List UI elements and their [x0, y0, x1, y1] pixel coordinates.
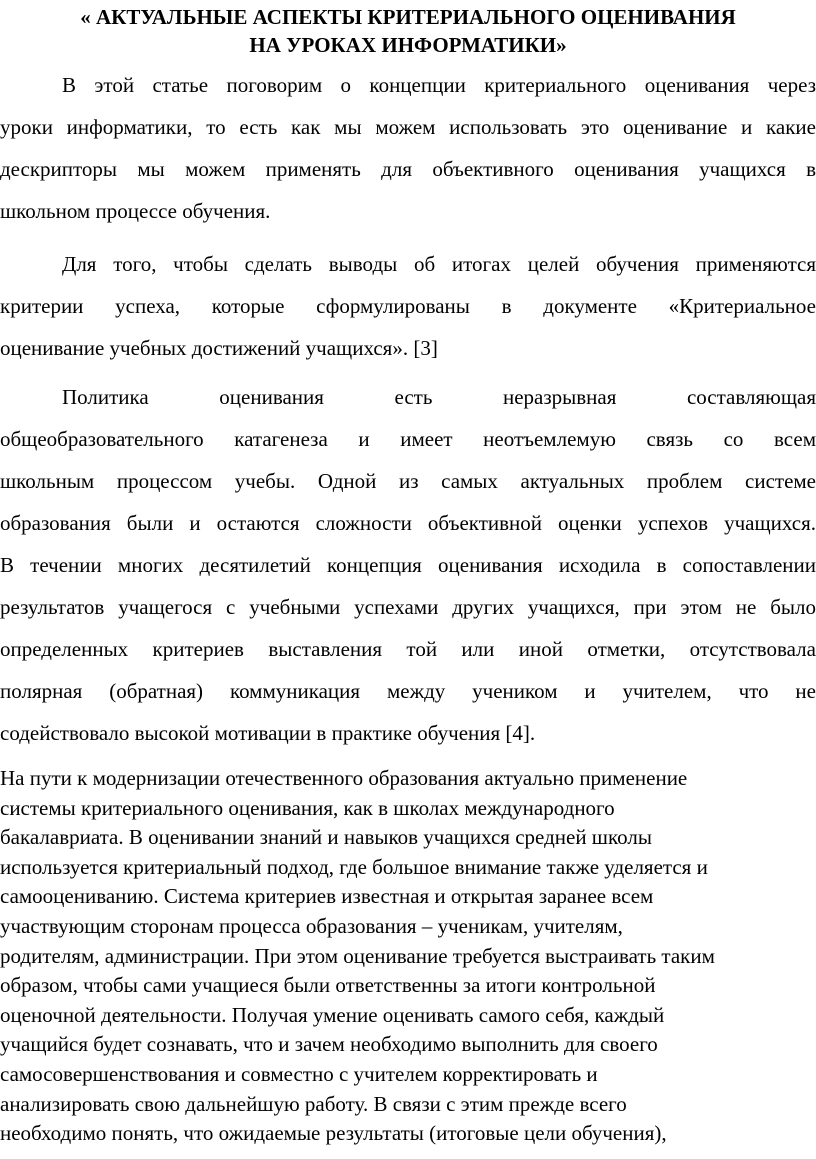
paragraph-line: используется критериальный подход, где большое внимание также уделяется и: [0, 854, 708, 879]
title-line-2: НА УРОКАХ ИНФОРМАТИКИ»: [249, 33, 567, 57]
paragraph-line: Политика оценивания есть неразрывная составляющая: [62, 385, 816, 409]
paragraph-line: системы критериального оценивания, как в школах международного: [0, 795, 615, 820]
paragraph-line: критерии успеха, которые сформулированы в документе «Критериальное: [0, 294, 816, 318]
paragraph-line: Для того, чтобы сделать выводы об итогах целей обучения применяются: [62, 252, 816, 276]
paragraph-line: полярная (обратная) коммуникация между учеником и учителем, что не: [0, 679, 816, 703]
paragraph-4: [0, 764, 816, 1149]
paragraph-line: В течении многих десятилетий концепция оценивания исходила в сопоставлении: [0, 553, 816, 577]
paragraph-line: участвующим сторонам процесса образования – ученикам, учителям,: [0, 913, 623, 938]
paragraph-1: [0, 64, 816, 232]
paragraph-line: оценочной деятельности. Получая умение оценивать самого себя, каждый: [0, 1002, 665, 1027]
paragraph-line: В этой статье поговорим о концепции критериального оценивания через: [62, 73, 816, 97]
paragraph-line: уроки информатики, то есть как мы можем использовать это оценивание и какие: [0, 115, 816, 139]
paragraph-line: анализировать свою дальнейшую работу. В связи с этим прежде всего: [0, 1091, 627, 1116]
paragraph-line: образом, чтобы сами учащиеся были ответственны за итоги контрольной: [0, 973, 656, 998]
paragraph-line: результатов учащегося с учебными успехами других учащихся, при этом не было: [0, 595, 816, 619]
document-title: [0, 3, 816, 59]
paragraph-line: самосовершенствования и совместно с учителем корректировать и: [0, 1061, 598, 1086]
paragraph-3: [0, 376, 816, 754]
paragraph-line: родителям, администрации. При этом оценивание требуется выстраивать таким: [0, 943, 715, 968]
paragraph-line: оценивание учебных достижений учащихся». [3]: [0, 336, 438, 360]
paragraph-line: дескрипторы мы можем применять для объективного оценивания учащихся в: [0, 157, 816, 181]
paragraph-line: бакалавриата. В оценивании знаний и навыков учащихся средней школы: [0, 825, 652, 850]
title-line-1: « АКТУАЛЬНЫЕ АСПЕКТЫ КРИТЕРИАЛЬНОГО ОЦЕНИВАНИЯ: [80, 5, 736, 29]
paragraph-line: школьным процессом учебы. Одной из самых актуальных проблем системе: [0, 469, 816, 493]
paragraph-line: самооцениванию. Система критериев известная и открытая заранее всем: [0, 884, 654, 909]
paragraph-line: На пути к модернизации отечественного образования актуально применение: [0, 766, 688, 790]
paragraph-2: [0, 243, 816, 369]
paragraph-line: образования были и остаются сложности объективной оценки успехов учащихся.: [0, 511, 816, 535]
paragraph-line: определенных критериев выставления той или иной отметки, отсутствовала: [0, 637, 816, 661]
paragraph-line: учащийся будет сознавать, что и зачем необходимо выполнить для своего: [0, 1032, 658, 1057]
paragraph-line: общеобразовательного катагенеза и имеет неотъемлемую связь со всем: [0, 427, 816, 451]
paragraph-line: необходимо понять, что ожидаемые результаты (итоговые цели обучения),: [0, 1121, 667, 1146]
paragraph-line: школьном процессе обучения.: [0, 199, 271, 223]
paragraph-line: содействовало высокой мотивации в практике обучения [4].: [0, 721, 536, 745]
